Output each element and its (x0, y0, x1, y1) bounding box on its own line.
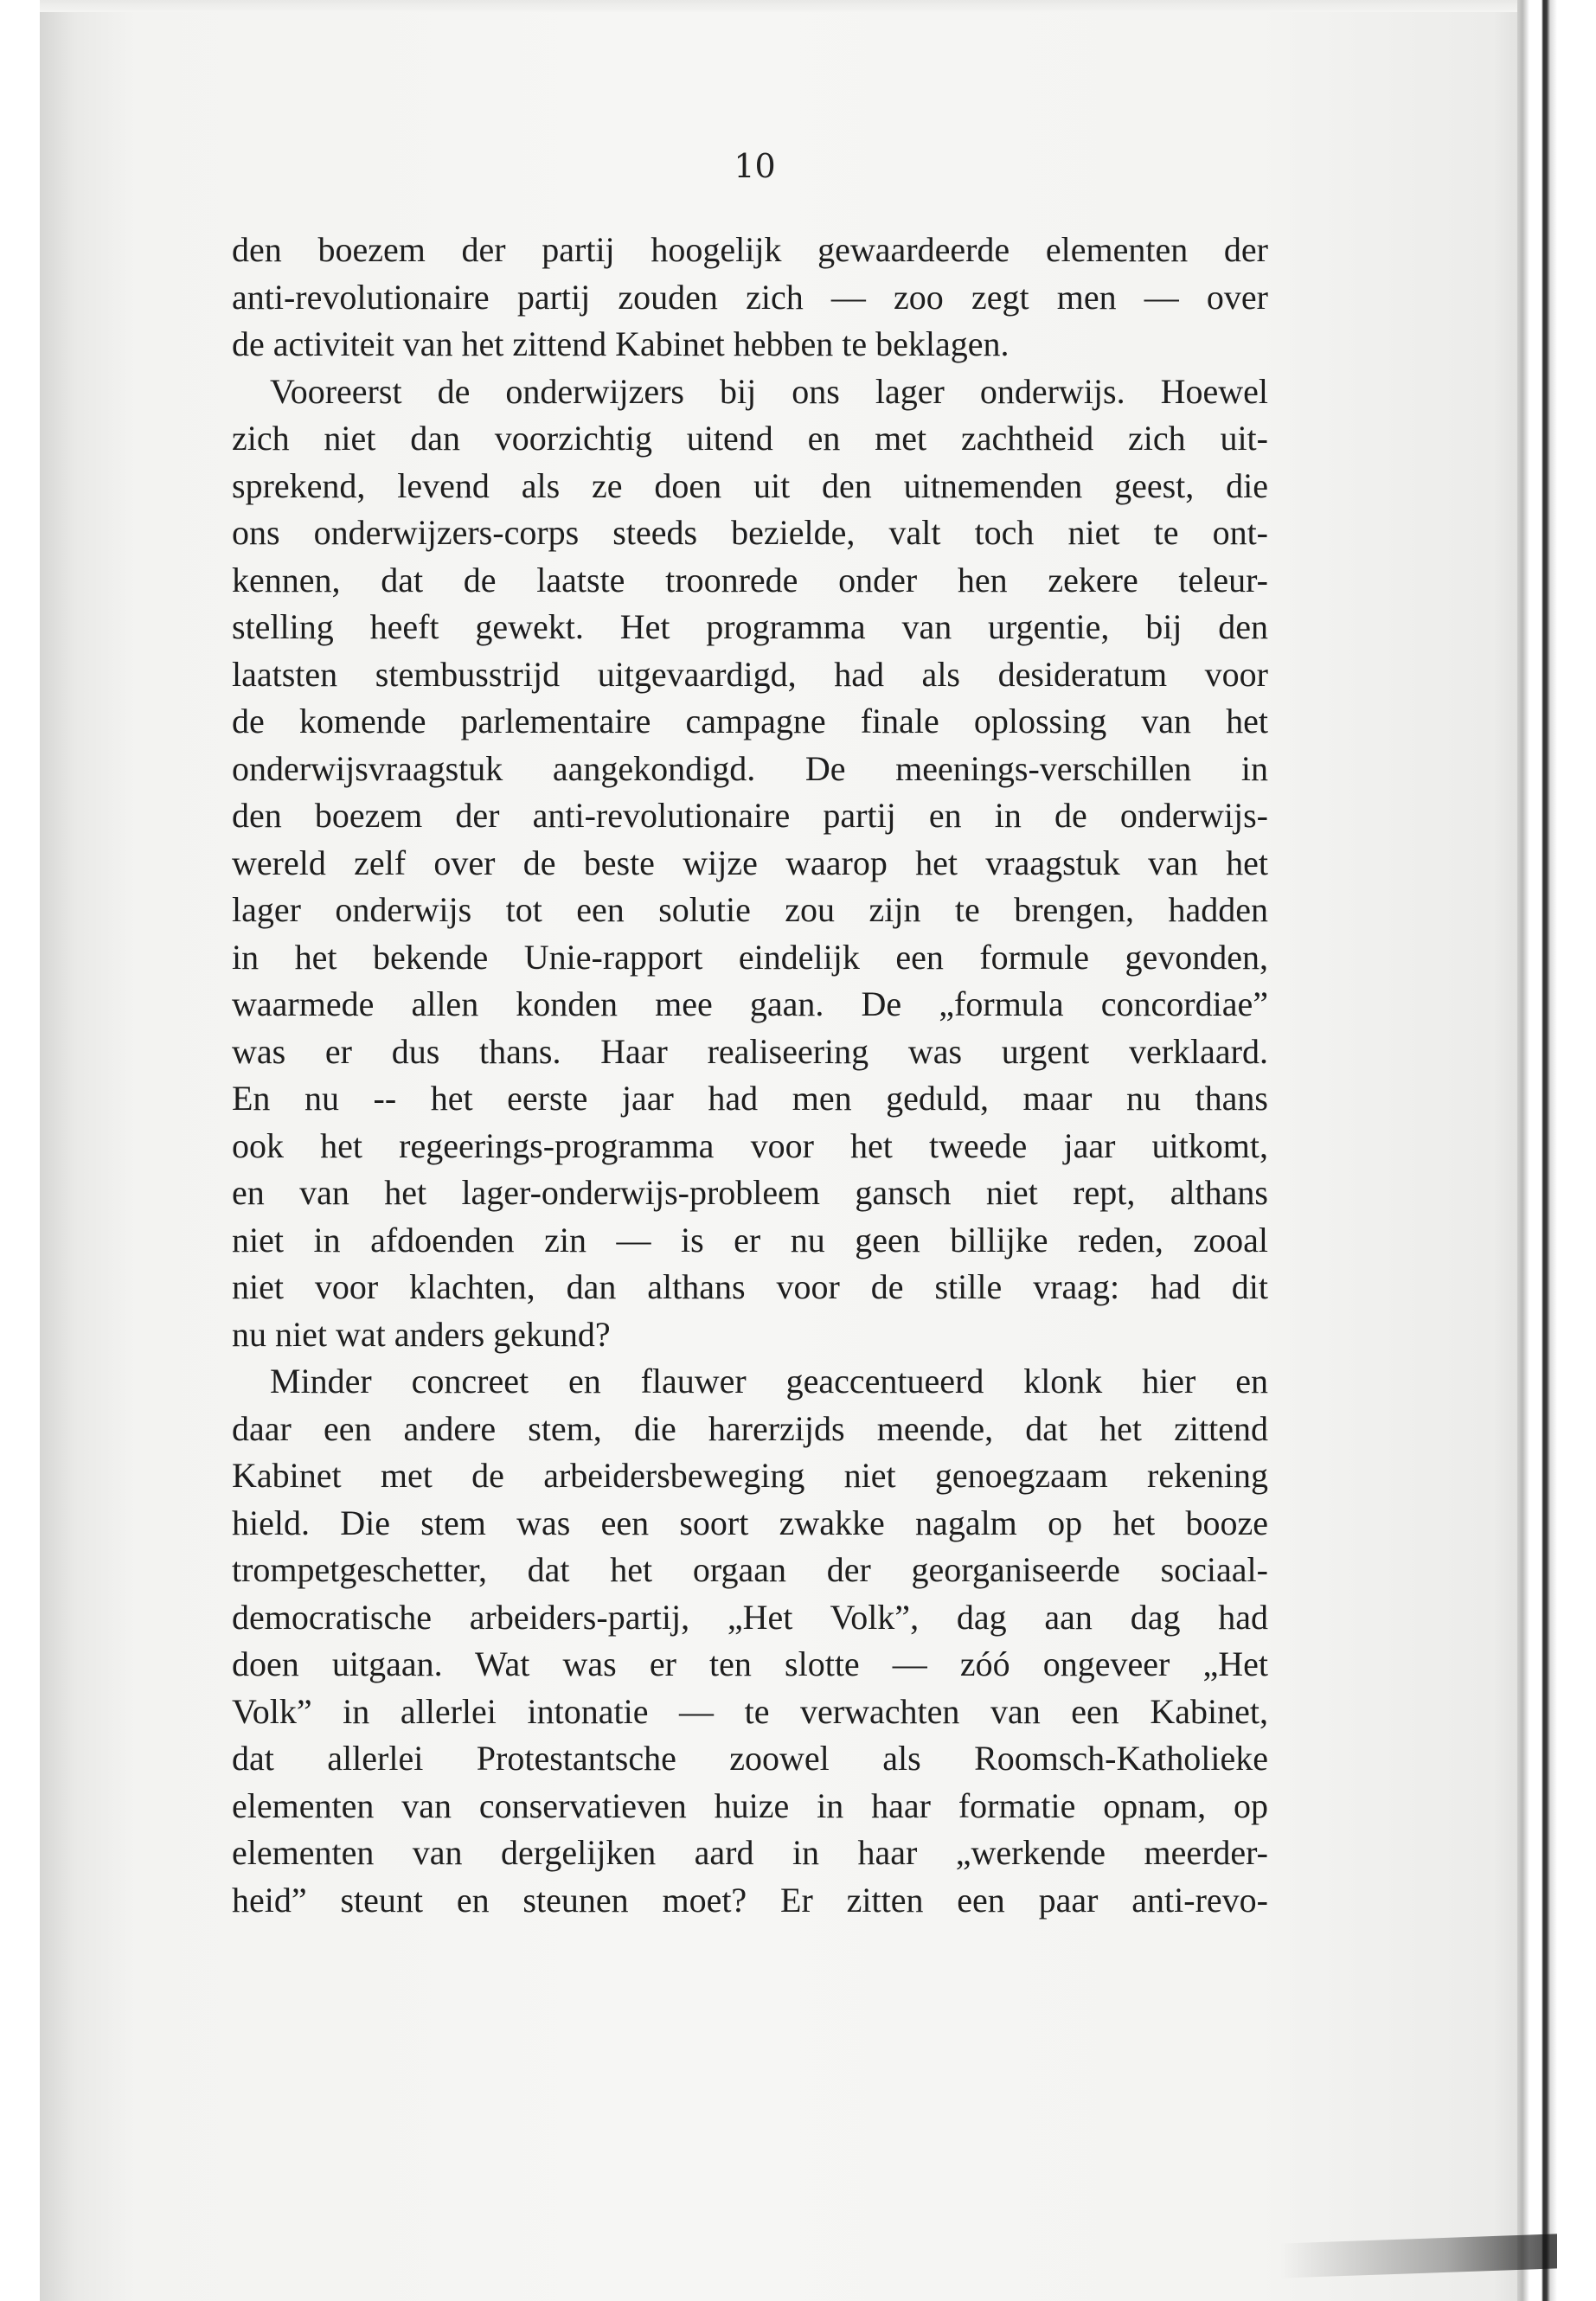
page-number: 10 (734, 147, 776, 185)
text-line: heid” steunt en steunen moet? Er zitten een paar anti-revo- (232, 1880, 1268, 1920)
body-text (232, 227, 1268, 1924)
text-line: onderwijsvraagstuk aangekondigd. De meenings-verschillen in (232, 748, 1268, 788)
text-line: hield. Die stem was een soort zwakke nagalm op het booze (232, 1503, 1268, 1542)
text-line: den boezem der partij hoogelijk gewaardeerde elementen der (232, 230, 1268, 269)
text-line: nu niet wat anders gekund? (232, 1314, 611, 1354)
text-line: elementen van conservatieven huize in haar formatie opnam, op (232, 1785, 1268, 1825)
text-line: doen uitgaan. Wat was er ten slotte — zóó ongeveer „Het (232, 1644, 1268, 1683)
text-line: wereld zelf over de beste wijze waarop het vraagstuk van het (232, 843, 1268, 882)
text-line: niet voor klachten, dan althans voor de stille vraag: had dit (232, 1267, 1268, 1306)
text-line: kennen, dat de laatste troonrede onder hen zekere teleur- (232, 560, 1268, 599)
text-line: in het bekende Unie-rapport eindelijk een formule gevonden, (232, 937, 1268, 977)
text-line: de activiteit van het zittend Kabinet hebben te beklagen. (232, 324, 1010, 363)
text-line: ook het regeerings-programma voor het tweede jaar uitkomt, (232, 1125, 1268, 1165)
text-line: Volk” in allerlei intonatie — te verwachten van een Kabinet, (232, 1691, 1268, 1731)
text-line: Minder concreet en flauwer geaccentueerd klonk hier en (270, 1362, 1268, 1400)
text-line: waarmede allen konden mee gaan. De „formula concordiae” (232, 984, 1268, 1023)
text-line: niet in afdoenden zin — is er nu geen billijke reden, zooal (232, 1220, 1268, 1259)
text-line: anti-revolutionaire partij zouden zich — zoo zegt men — over (232, 277, 1268, 317)
text-line: daar een andere stem, die harerzijds meende, dat het zittend (232, 1408, 1268, 1448)
text-line: En nu -- het eerste jaar had men geduld, maar nu thans (232, 1079, 1268, 1118)
text-line: Kabinet met de arbeidersbeweging niet genoegzaam rekening (232, 1456, 1268, 1495)
text-line: en van het lager-onderwijs-probleem gansch niet rept, althans (232, 1173, 1268, 1212)
text-line: de komende parlementaire campagne finale oplossing van het (232, 702, 1268, 740)
book-right-edge (1517, 0, 1596, 2301)
text-line: stelling heeft gewekt. Het programma van urgentie, bij den (232, 607, 1268, 646)
text-line: laatsten stembusstrijd uitgevaardigd, had als desideratum voor (232, 654, 1268, 694)
text-line: Vooreerst de onderwijzers bij ons lager onderwijs. Hoewel (270, 371, 1268, 411)
text-line: was er dus thans. Haar realiseering was urgent verklaard. (232, 1031, 1268, 1071)
text-line: elementen van dergelijken aard in haar „werkende meerder- (232, 1833, 1268, 1872)
text-line: lager onderwijs tot een solutie zou zijn te brengen, hadden (232, 890, 1268, 929)
text-line: den boezem der anti-revolutionaire partij en in de onderwijs- (232, 796, 1268, 835)
text-line: trompetgeschetter, dat het orgaan der georganiseerde sociaal- (232, 1550, 1268, 1589)
text-line: dat allerlei Protestantsche zoowel als Roomsch-Katholieke (232, 1739, 1268, 1778)
scan-left-margin (0, 0, 40, 2301)
scan-top-strip (0, 0, 1561, 12)
text-line: democratische arbeiders-partij, „Het Volk”, dag aan dag had (232, 1597, 1268, 1637)
text-line: ons onderwijzers-corps steeds bezielde, valt toch niet te ont- (232, 513, 1268, 552)
text-line: sprekend, levend als ze doen uit den uitnemenden geest, die (232, 465, 1268, 505)
text-line: zich niet dan voorzichtig uitend en met zachtheid zich uit- (232, 419, 1268, 458)
